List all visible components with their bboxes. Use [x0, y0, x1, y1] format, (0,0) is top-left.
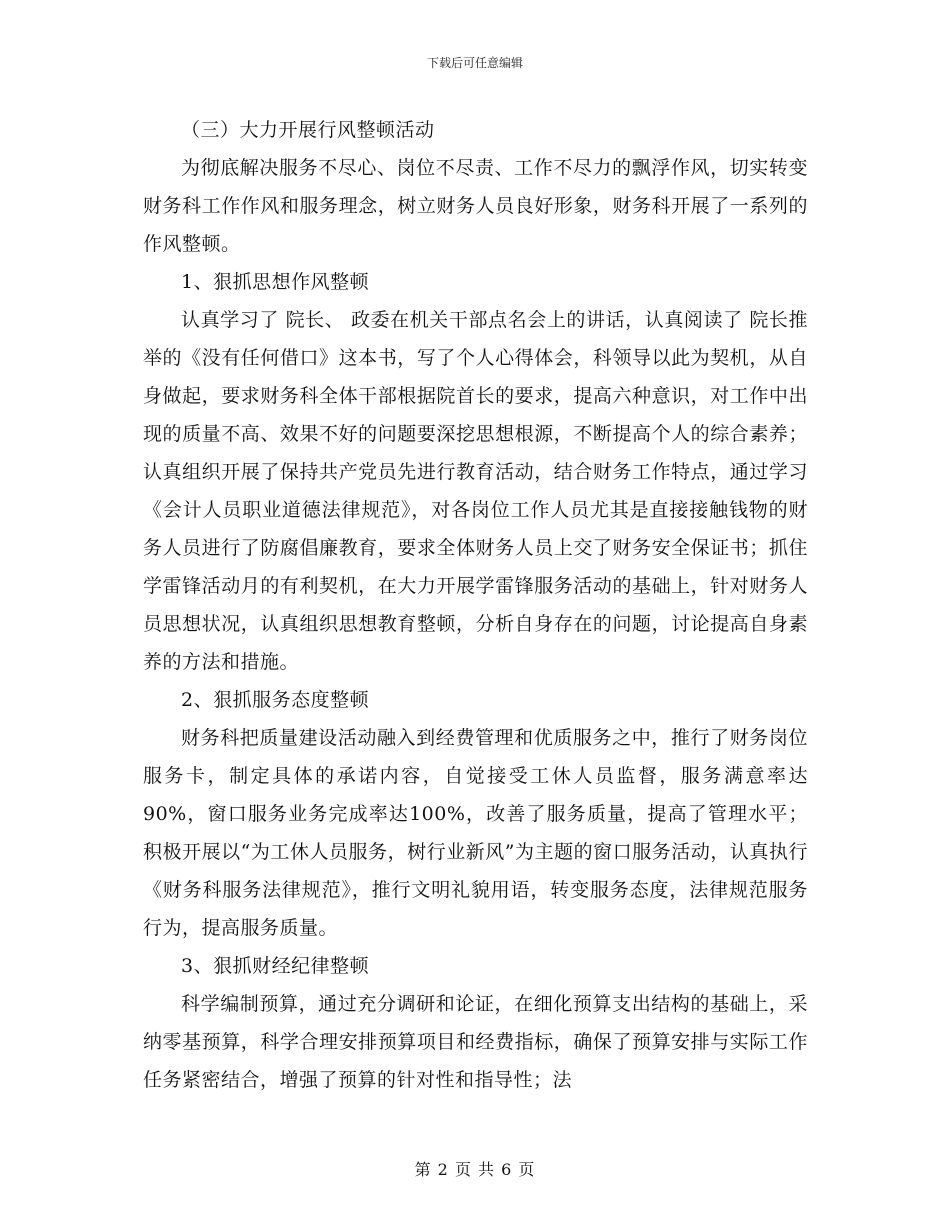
document-body: [143, 111, 808, 1099]
subsection-heading: 1、狠抓思想作风整顿: [181, 271, 370, 293]
subsection-heading: 2、狠抓服务态度整顿: [181, 689, 370, 711]
paragraph: 认真学习了 院长、 政委在机关干部点名会上的讲话，认真阅读了 院长推举的《没有任何借口》这本书，写了个人心得体会，科领导以此为契机，从自身做起，要求财务科全体干部根据院首长的要求，提高六种意识，对工作中出现的质量不高、效果不好的问题要深挖思想根源，不断提高个人的综合素养；认真组织开展了保持共产党员先进行教育活动，结合财务工作特点，通过学习《会计人员职业道德法律规范》，对各岗位工作人员尤其是直接接触钱物的财务人员进行了防腐倡廉教育，要求全体财务人员上交了财务安全保证书；抓住学雷锋活动月的有利契机，在大力开展学雷锋服务活动的基础上，针对财务人员思想状况，认真组织思想教育整顿，分析自身存在的问题，讨论提高自身素养的方法和措施。: [143, 309, 808, 673]
paragraph: 财务科把质量建设活动融入到经费管理和优质服务之中，推行了财务岗位服务卡，制定具体的承诺内容，自觉接受工休人员监督，服务满意率达90%，窗口服务业务完成率达100%，改善了服务质量，提高了管理水平；积极开展以“为工休人员服务，树行业新风”为主题的窗口服务活动，认真执行《财务科服务法律规范》，推行文明礼貌用语，转变服务态度，法律规范服务行为，提高服务质量。: [143, 727, 808, 939]
section-heading: （三）大力开展行风整顿活动: [181, 119, 435, 141]
subsection-heading: 3、狠抓财经纪律整顿: [181, 955, 370, 977]
paragraph: 为彻底解决服务不尽心、岗位不尽责、工作不尽力的飘浮作风，切实转变财务科工作作风和服务理念，树立财务人员良好形象，财务科开展了一系列的作风整顿。: [143, 157, 808, 255]
page-number: 第 2 页 共 6 页: [414, 1160, 536, 1179]
page-header: 下载后可任意编辑: [426, 56, 523, 70]
paragraph: 科学编制预算，通过充分调研和论证，在细化预算支出结构的基础上，采纳零基预算，科学合理安排预算项目和经费指标，确保了预算安排与实际工作任务紧密结合，增强了预算的针对性和指导性；法: [143, 993, 808, 1091]
